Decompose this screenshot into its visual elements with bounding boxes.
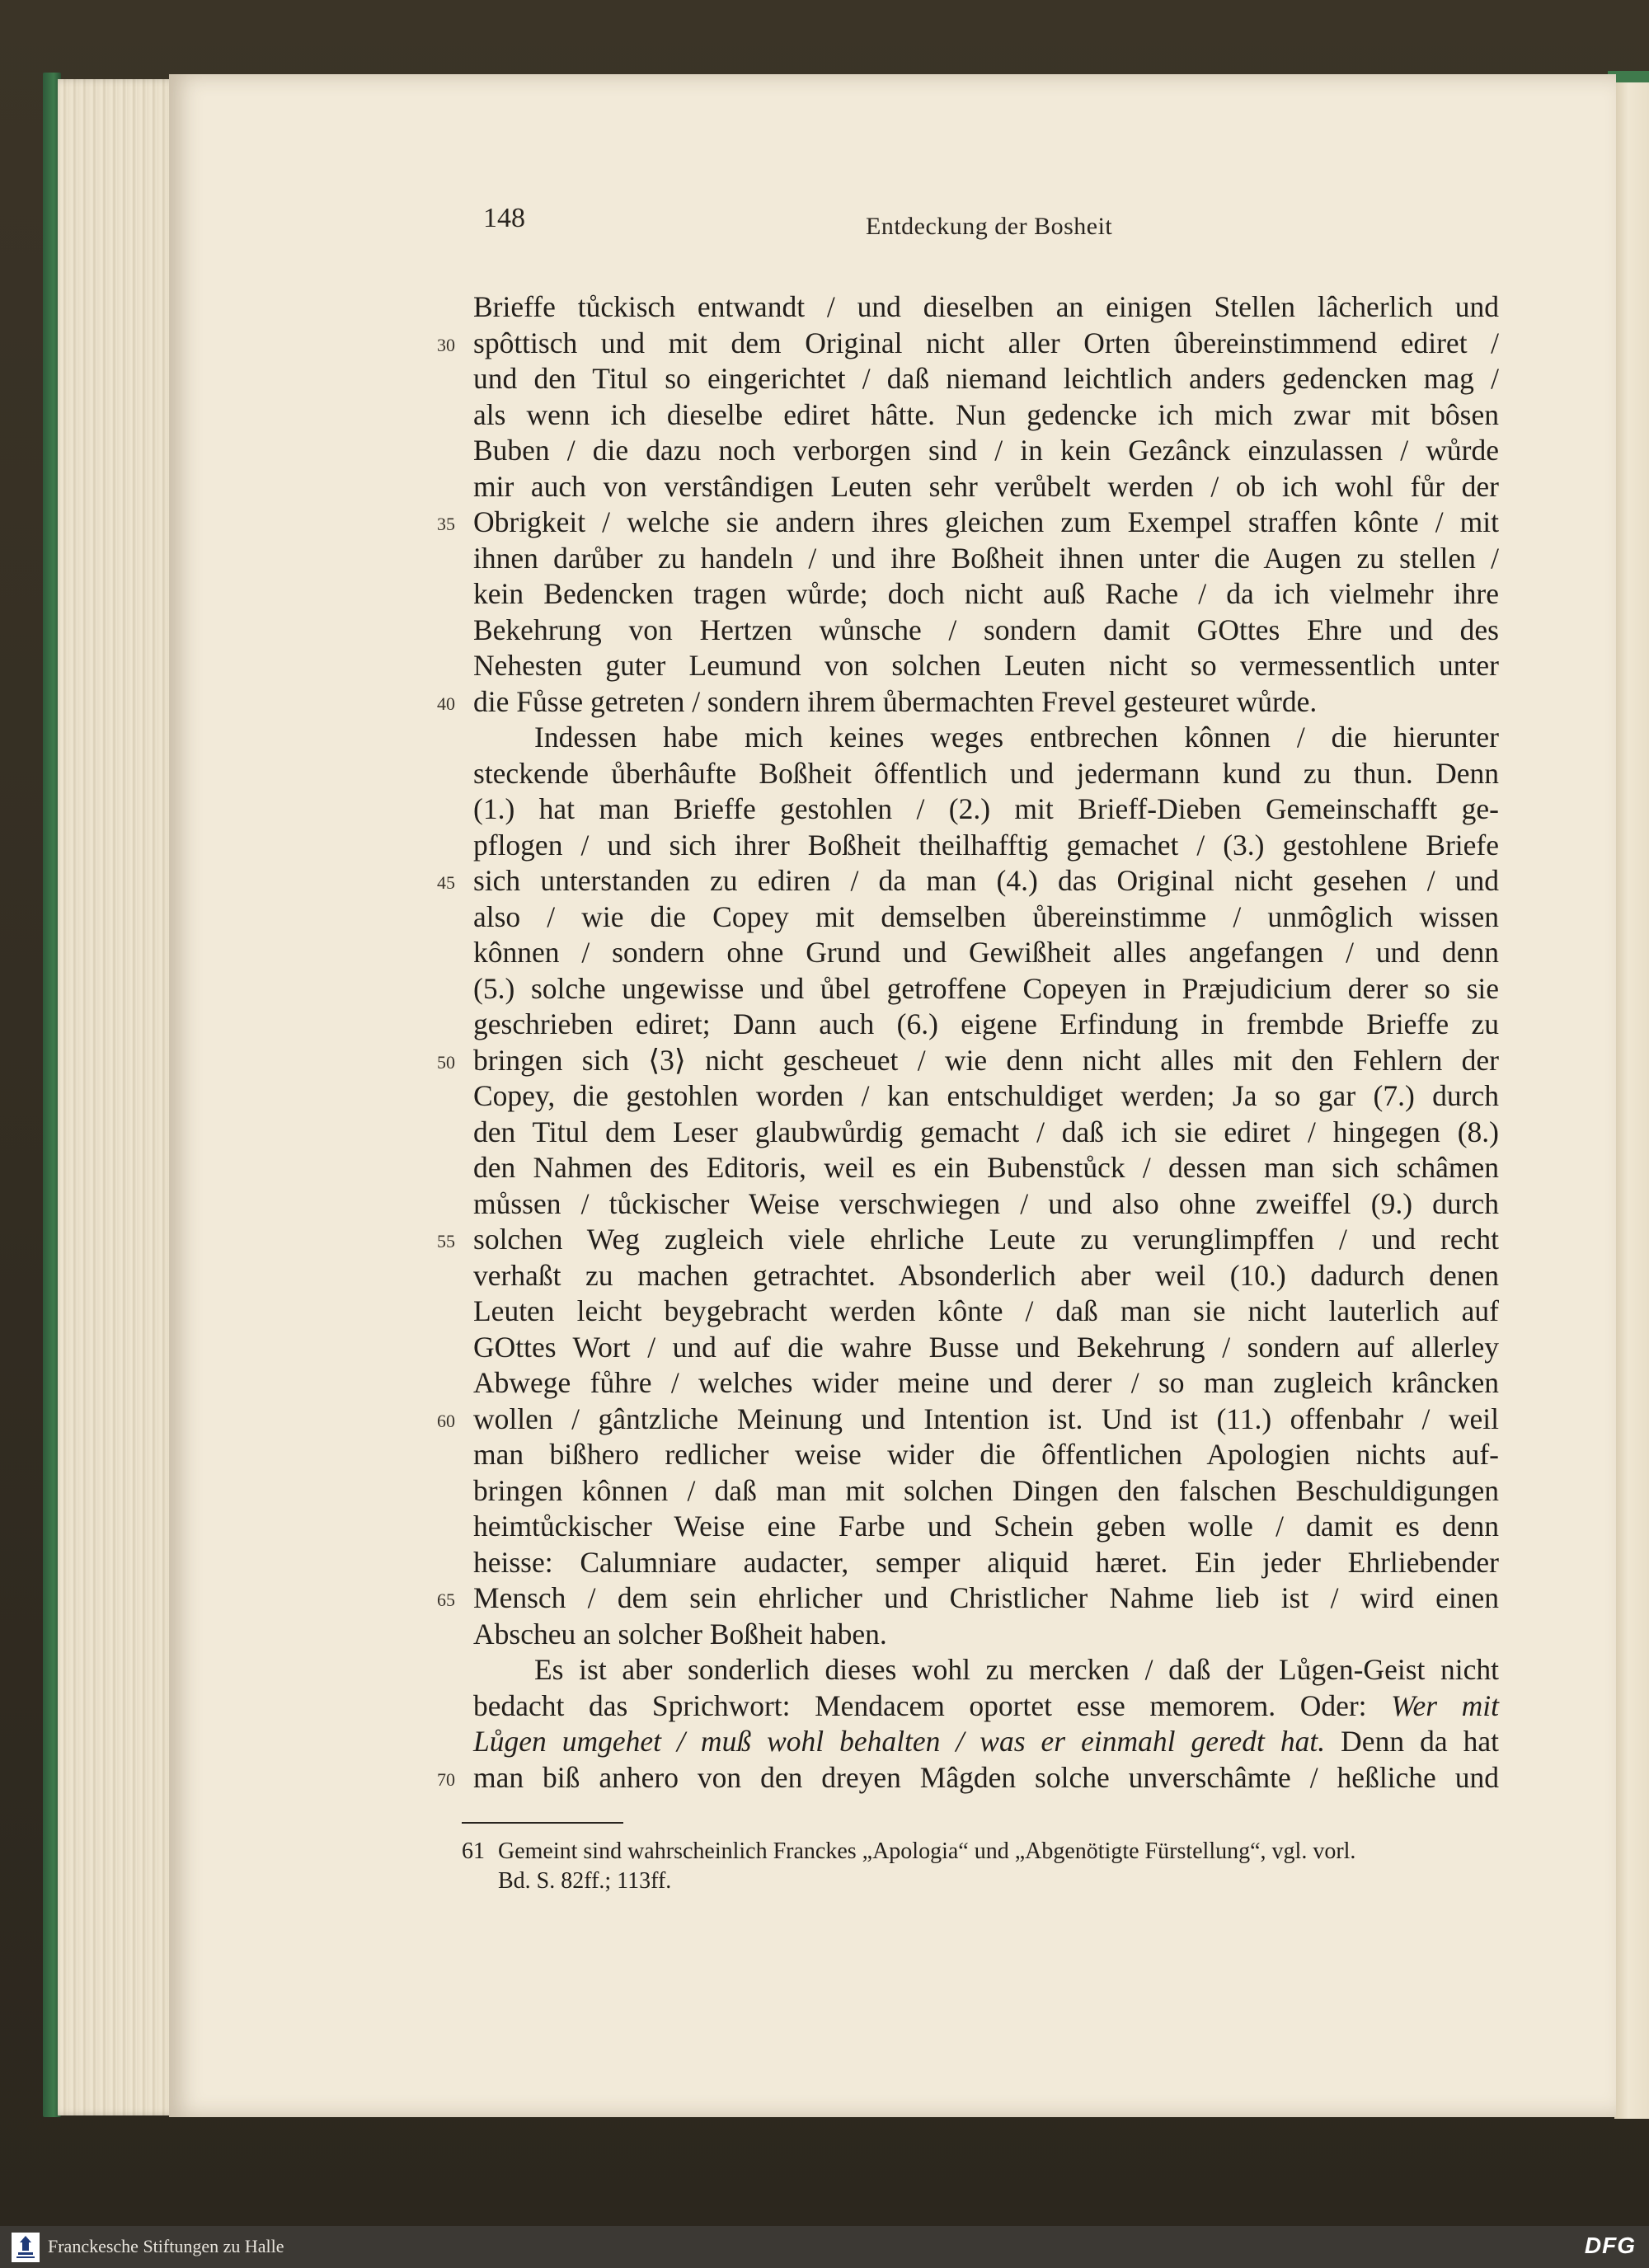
- text-line-italic: Wer mit: [1391, 1688, 1500, 1722]
- text-line-content: bringen sich ⟨3⟩ nicht gescheuet / wie denn nicht alles mit den Fehlern der: [473, 1043, 1499, 1077]
- text-line-content: sich unterstanden zu ediren / da man (4.) das Original nicht gesehen / und: [473, 864, 1499, 897]
- text-line-content: den Nahmen des Editoris, weil es ein Bubenstůck / dessen man sich schâmen: [473, 1151, 1499, 1184]
- line-number: 30: [437, 334, 455, 355]
- running-title: Entdeckung der Bosheit: [866, 213, 1113, 240]
- text-line-content: heimtůckischer Weise eine Farbe und Schein geben wolle / damit es denn: [473, 1510, 1499, 1543]
- text-line-content: pflogen / und sich ihrer Boßheit theilhafftig gemachet / (3.) gestohlene Briefe: [473, 828, 1499, 862]
- page-number: 148: [483, 203, 525, 233]
- text-line: [473, 719, 1499, 755]
- text-line-content: den Titul dem Leser glaubwůrdig gemacht / daß ich sie ediret / hingegen (8.): [473, 1115, 1499, 1148]
- text-line: [473, 432, 1499, 468]
- text-line-content: Abscheu an solcher Boßheit haben.: [473, 1617, 887, 1651]
- text-line: [473, 1401, 1499, 1437]
- text-line-content: geschrieben ediret; Dann auch (6.) eigene Erfindung in frembde Brieffe zu: [473, 1007, 1499, 1040]
- text-line-content: Abwege fůhre / welches wider meine und derer / so man zugleich krâncken: [473, 1366, 1499, 1399]
- text-line: [473, 1149, 1499, 1186]
- text-line-content: Brieffe tůckisch entwandt / und dieselben an einigen Stellen lâcherlich und: [473, 290, 1499, 323]
- text-line: [473, 1293, 1499, 1329]
- text-line: [473, 970, 1499, 1007]
- text-line-content: wollen / gântzliche Meinung und Intention ist. Und ist (11.) offenbahr / weil: [473, 1402, 1499, 1435]
- text-line-content: heisse: Calumniare audacter, semper aliquid hæret. Ein jeder Ehrliebender: [473, 1545, 1499, 1579]
- text-line-content: verhaßt zu machen getrachtet. Absonderlich aber weil (10.) dadurch denen: [473, 1258, 1499, 1292]
- text-line-content: Nehesten guter Leumund von solchen Leuten nicht so vermessentlich unter: [473, 649, 1499, 682]
- text-line: [473, 791, 1499, 827]
- text-line: [473, 468, 1499, 505]
- line-number: 45: [437, 872, 455, 893]
- text-line-content: Es ist aber sonderlich dieses wohl zu mercken / daß der Lůgen-Geist nicht: [534, 1653, 1499, 1686]
- text-line: [473, 1580, 1499, 1616]
- text-line: [473, 1042, 1499, 1078]
- text-line: [473, 1616, 1499, 1652]
- text-line-content: bedacht das Sprichwort: Mendacem oportet esse memorem. Oder:: [473, 1688, 1392, 1722]
- line-number: 60: [437, 1410, 455, 1431]
- footer-institution: Franckesche Stiftungen zu Halle: [48, 2236, 284, 2256]
- text-line: [473, 504, 1499, 540]
- text-line: [473, 899, 1499, 935]
- footnote-text-1: Gemeint sind wahrscheinlich Franckes „Apologia“ und „Abgenötigte Fürstellung“, vgl. vorl.: [498, 1838, 1356, 1864]
- text-line: [473, 862, 1499, 899]
- text-line-content: steckende ůberhâufte Boßheit ôffentlich und jedermann kund zu thun. Denn: [473, 756, 1499, 790]
- text-line-content: also / wie die Copey mit demselben ůbereinstimme / unmôglich wissen: [473, 899, 1499, 933]
- institution-logo-icon: [12, 2233, 40, 2262]
- text-line: [473, 1257, 1499, 1294]
- text-line: [473, 1544, 1499, 1580]
- text-line: [473, 1221, 1499, 1257]
- text-line: [473, 1508, 1499, 1544]
- text-line-content: solchen Weg zugleich viele ehrliche Leute zu verunglimpffen / und recht: [473, 1223, 1499, 1256]
- text-line-content: Mensch / dem sein ehrlicher und Christlicher Nahme lieb ist / wird einen: [473, 1581, 1499, 1614]
- text-line: [473, 1078, 1499, 1114]
- footnote-line-2: Bd. S. 82ff.; 113ff.: [498, 1868, 672, 1894]
- text-line-content: als wenn ich dieselbe ediret hâtte. Nun gedencke ich mich zwar mit bôsen: [473, 397, 1499, 431]
- text-line: [473, 612, 1499, 648]
- text-line-content: Buben / die dazu noch verborgen sind / in kein Gezânck einzulassen / wůrde: [473, 434, 1499, 467]
- text-line-content: spôttisch und mit dem Original nicht aller Orten ûbereinstimmend ediret /: [473, 326, 1499, 359]
- text-line: [473, 1759, 1499, 1796]
- text-line: [473, 683, 1499, 720]
- text-line-content: Indessen habe mich keines weges entbrechen kônnen / die hierunter: [534, 721, 1499, 754]
- text-line-content: Obrigkeit / welche sie andern ihres gleichen zum Exempel straffen kônte / mit: [473, 505, 1499, 538]
- page-stack: [58, 79, 181, 2115]
- text-line-content: kein Bedencken tragen wůrde; doch nicht auß Rache / da ich vielmehr ihre: [473, 577, 1499, 610]
- line-number: 55: [437, 1231, 455, 1251]
- text-line: [473, 540, 1499, 576]
- text-line-content: Bekehrung von Hertzen wůnsche / sondern damit GOttes Ehre und des: [473, 613, 1499, 646]
- text-line: [473, 934, 1499, 970]
- text-line-content: bringen kônnen / daß man mit solchen Dingen den falschen Beschuldigungen: [473, 1473, 1499, 1507]
- text-line-content: die Fůsse getreten / sondern ihrem ůbermachten Frevel gesteuret wůrde.: [473, 684, 1318, 718]
- text-line-content: můssen / tůckischer Weise verschwiegen / und also ohne zweiffel (9.) durch: [473, 1186, 1499, 1220]
- text-line-content: (1.) hat man Brieffe gestohlen / (2.) mit Brieff-Dieben Gemeinschafft ge-: [473, 792, 1499, 825]
- text-line-content: (5.) solche ungewisse und ůbel getroffene Copeyen in Præjudicium derer so sie: [473, 971, 1499, 1005]
- footnote-line-1: [462, 1837, 1355, 1867]
- text-line: [473, 1436, 1499, 1472]
- text-line: [473, 647, 1499, 683]
- footnote-rule: [462, 1822, 623, 1824]
- line-number: 35: [437, 514, 455, 534]
- text-line: [473, 360, 1499, 397]
- text-line: [473, 1364, 1499, 1401]
- text-line: [473, 397, 1499, 433]
- text-line: [473, 325, 1499, 361]
- text-line-content: Leuten leicht beygebracht werden kônte / daß man sie nicht lauterlich auf: [473, 1294, 1499, 1327]
- line-number: 40: [437, 693, 455, 714]
- text-line: [473, 1006, 1499, 1042]
- text-line-italic: Lůgen umgehet / muß wohl behalten / was er einmahl geredt hat.: [473, 1725, 1326, 1758]
- facing-page-edge: [1614, 82, 1649, 2119]
- line-number: 65: [437, 1589, 455, 1610]
- text-line: [473, 1186, 1499, 1222]
- text-line: [473, 1472, 1499, 1509]
- text-line: [473, 755, 1499, 791]
- text-line: [473, 1114, 1499, 1150]
- text-line: [473, 1688, 1499, 1724]
- text-line-content: mir auch von verstândigen Leuten sehr verůbelt werden / ob ich wohl fůr der: [473, 469, 1499, 503]
- line-number: 70: [437, 1768, 455, 1790]
- text-line: [473, 827, 1499, 863]
- text-line-content: Denn da hat: [1325, 1725, 1499, 1758]
- text-line: [473, 1329, 1499, 1365]
- text-line: [473, 575, 1499, 612]
- text-line: [473, 289, 1499, 325]
- text-line-content: man bißhero redlicher weise wider die ôffentlichen Apologien nichts auf-: [473, 1438, 1499, 1471]
- text-line-content: Copey, die gestohlen worden / kan entschuldiget werden; Ja so gar (7.) durch: [473, 1079, 1499, 1112]
- text-line-content: und den Titul so eingerichtet / daß niemand leichtlich anders gedencken mag /: [473, 362, 1499, 395]
- text-line-content: kônnen / sondern ohne Grund und Gewißheit alles angefangen / und denn: [473, 936, 1499, 969]
- text-line: [473, 1723, 1499, 1759]
- footnote-mark: 61: [462, 1838, 485, 1864]
- text-line-content: GOttes Wort / und auf die wahre Busse und Bekehrung / sondern auf allerley: [473, 1330, 1499, 1364]
- line-number: 50: [437, 1051, 455, 1073]
- text-line-content: man biß anhero von den dreyen Mâgden solche unverschâmte / heßliche und: [473, 1760, 1499, 1794]
- text-line: [473, 1651, 1499, 1688]
- text-line-content: ihnen darůber zu handeln / und ihre Boßheit ihnen unter die Augen zu stellen /: [473, 541, 1499, 575]
- dfg-badge: DFG: [1584, 2233, 1636, 2258]
